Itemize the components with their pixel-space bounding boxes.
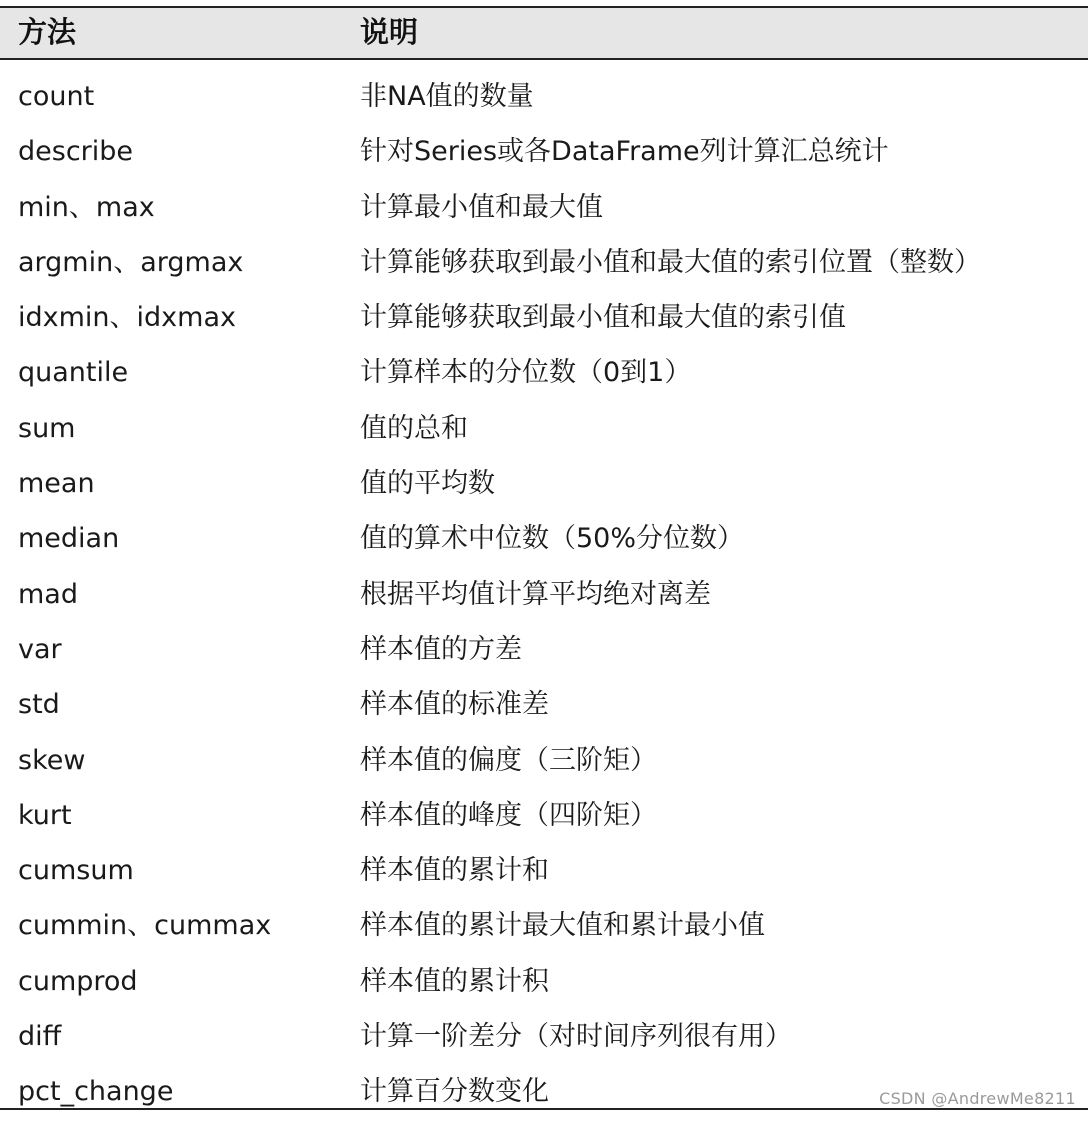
method-cell: median bbox=[18, 523, 120, 555]
table-row bbox=[0, 734, 1088, 789]
method-cell: idxmin、idxmax bbox=[18, 302, 236, 334]
description-cell: 计算能够获取到最小值和最大值的索引值 bbox=[360, 302, 846, 334]
description-cell: 样本值的累计和 bbox=[360, 855, 549, 887]
description-cell: 计算最小值和最大值 bbox=[360, 191, 603, 223]
description-cell: 计算百分数变化 bbox=[360, 1076, 549, 1108]
table-row bbox=[0, 70, 1088, 125]
description-cell: 计算样本的分位数（0到1） bbox=[360, 357, 692, 389]
method-cell: cumprod bbox=[18, 965, 138, 997]
watermark: CSDN @AndrewMe8211 bbox=[879, 1089, 1076, 1108]
method-cell: kurt bbox=[18, 799, 72, 831]
method-cell: mean bbox=[18, 468, 95, 500]
table-row bbox=[0, 512, 1088, 567]
method-cell: mad bbox=[18, 578, 78, 610]
description-cell: 样本值的累计最大值和累计最小值 bbox=[360, 910, 765, 942]
description-cell: 样本值的累计积 bbox=[360, 965, 549, 997]
method-cell: sum bbox=[18, 412, 76, 444]
description-cell: 样本值的偏度（三阶矩） bbox=[360, 744, 657, 776]
table-row bbox=[0, 402, 1088, 457]
description-cell: 计算一阶差分（对时间序列很有用） bbox=[360, 1021, 792, 1053]
method-cell: quantile bbox=[18, 357, 129, 389]
description-cell: 值的算术中位数（50%分位数） bbox=[360, 523, 745, 555]
description-cell: 计算能够获取到最小值和最大值的索引位置（整数） bbox=[360, 246, 981, 278]
table-row bbox=[0, 844, 1088, 899]
method-cell: pct_change bbox=[18, 1076, 174, 1108]
table-body bbox=[0, 60, 1088, 1121]
method-cell: argmin、argmax bbox=[18, 246, 244, 278]
method-cell: describe bbox=[18, 136, 134, 168]
method-cell: min、max bbox=[18, 191, 155, 223]
description-cell: 样本值的峰度（四阶矩） bbox=[360, 799, 657, 831]
table-row bbox=[0, 1010, 1088, 1065]
table-row bbox=[0, 789, 1088, 844]
method-cell: diff bbox=[18, 1021, 62, 1053]
table-row bbox=[0, 291, 1088, 346]
method-cell: std bbox=[18, 689, 60, 721]
table-bottom-rule bbox=[0, 1108, 1088, 1110]
table-row bbox=[0, 568, 1088, 623]
description-cell: 样本值的标准差 bbox=[360, 689, 549, 721]
description-cell: 针对Series或各DataFrame列计算汇总统计 bbox=[360, 136, 889, 168]
description-cell: 值的总和 bbox=[360, 412, 468, 444]
table-row bbox=[0, 346, 1088, 401]
table-row bbox=[0, 955, 1088, 1010]
table-row bbox=[0, 125, 1088, 180]
description-cell: 非NA值的数量 bbox=[360, 81, 534, 112]
header-method: 方法 bbox=[18, 15, 77, 49]
table-row bbox=[0, 181, 1088, 236]
table-row bbox=[0, 899, 1088, 954]
table-row bbox=[0, 457, 1088, 512]
table-row bbox=[0, 236, 1088, 291]
description-cell: 根据平均值计算平均绝对离差 bbox=[360, 578, 711, 610]
table-row bbox=[0, 623, 1088, 678]
method-cell: count bbox=[18, 81, 95, 112]
table-row bbox=[0, 678, 1088, 733]
header-description: 说明 bbox=[360, 15, 419, 49]
method-cell: skew bbox=[18, 744, 86, 776]
table-header bbox=[0, 6, 1088, 60]
description-cell: 样本值的方差 bbox=[360, 633, 522, 665]
method-cell: cummin、cummax bbox=[18, 910, 272, 942]
method-cell: cumsum bbox=[18, 855, 134, 887]
description-cell: 值的平均数 bbox=[360, 468, 495, 500]
method-cell: var bbox=[18, 633, 62, 665]
